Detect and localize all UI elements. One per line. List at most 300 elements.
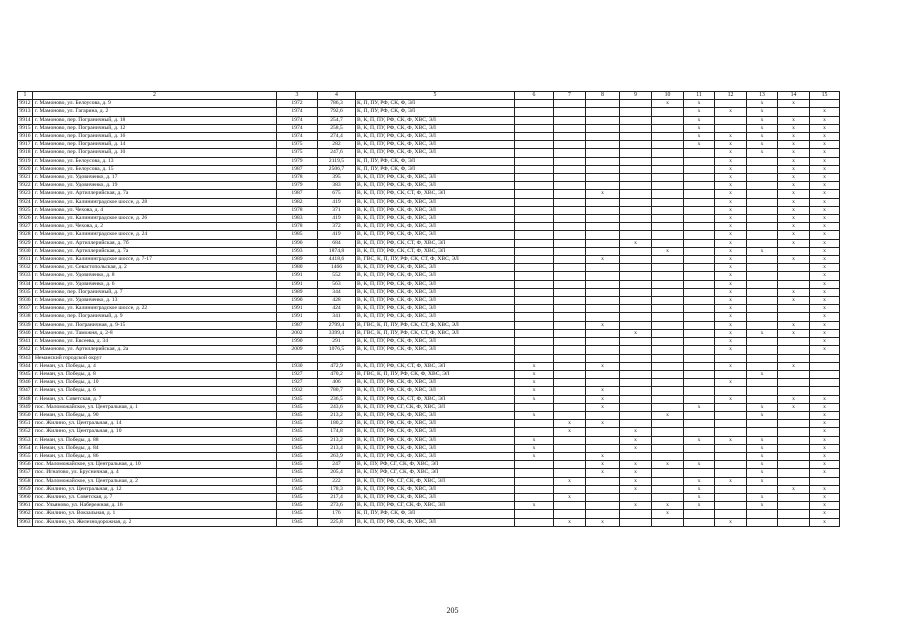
table-row <box>18 141 840 149</box>
mark-cell-col-9 <box>620 403 652 411</box>
mark-cell-col-14: х <box>778 395 810 403</box>
mark-cell-col-14: х <box>778 256 810 264</box>
mark-cell-col-15: х <box>810 215 840 223</box>
table-row <box>18 215 840 223</box>
systems-cell: В, К, ПУ, РФ, СГ, СК, Ф, ХВС, ЭЛ <box>356 469 515 477</box>
mark-cell-col-8 <box>586 493 620 501</box>
year-cell: 1945 <box>277 493 318 501</box>
address-cell: г. Мамоново, пер. Пограничный, д. 14 <box>33 141 277 149</box>
mark-cell-col-11 <box>684 346 715 354</box>
mark-cell-col-13 <box>747 215 778 223</box>
year-cell: 1987 <box>277 165 318 173</box>
row-number: 9926 <box>19 215 31 222</box>
mark-cell-col-15: х <box>810 469 840 477</box>
year-cell: 1987 <box>277 321 318 329</box>
table-row <box>18 182 840 190</box>
row-number: 9943 <box>19 354 31 361</box>
mark-cell-col-14: х <box>778 239 810 247</box>
mark-cell-col-11 <box>684 428 715 436</box>
area-cell: 282 <box>318 141 356 149</box>
mark-cell-col-10 <box>652 223 684 231</box>
systems-cell: В, К, П, ПУ, РФ, СК, Ф, ХВС, ЭЛ <box>356 436 515 444</box>
mark-cell-col-8 <box>586 428 620 436</box>
mark-cell-col-13 <box>747 518 778 526</box>
mark-cell-col-15: х <box>810 428 840 436</box>
mark-cell-col-9: х <box>620 461 652 469</box>
mark-cell-col-8: х <box>586 461 620 469</box>
systems-cell: В, ГВС, К, П, ПУ, РФ, СК, СТ, Ф, ХВС, ЭЛ <box>356 256 515 264</box>
mark-cell-col-13: х <box>747 108 778 116</box>
mark-cell-col-11 <box>684 379 715 387</box>
mark-cell-col-10 <box>652 165 684 173</box>
mark-cell-col-15: х <box>810 420 840 428</box>
table-row <box>18 305 840 313</box>
housing-register-table <box>17 91 840 527</box>
mark-cell-col-13 <box>747 510 778 518</box>
mark-cell-col-12: х <box>715 272 747 280</box>
mark-cell-col-8: х <box>586 190 620 198</box>
mark-cell-col-12 <box>715 420 747 428</box>
mark-cell-col-7 <box>554 215 586 223</box>
address-cell: г. Мамоново, ул. Таможня, д. 2-8 <box>33 329 277 337</box>
address-cell: г. Мамоново, ул. Удовиченко, д. 17 <box>33 174 277 182</box>
table-row <box>18 411 840 419</box>
mark-cell-col-11 <box>684 182 715 190</box>
row-number: 9944 <box>19 362 31 369</box>
mark-cell-col-6 <box>515 182 554 190</box>
mark-cell-col-10 <box>652 362 684 370</box>
mark-cell-col-6 <box>515 403 554 411</box>
mark-cell-col-9: х <box>620 485 652 493</box>
year-cell: 1945 <box>277 452 318 460</box>
systems-cell: В, К, П, ПУ, РФ, СК, Ф, ХВС, ЭЛ <box>356 133 515 141</box>
mark-cell-col-8 <box>586 223 620 231</box>
address-cell: г. Мамоново, ул. Калининградское шоссе, д. 26 <box>33 215 277 223</box>
mark-cell-col-15: х <box>810 256 840 264</box>
mark-cell-col-11: х <box>684 133 715 141</box>
address-cell: Неманский городской округ <box>33 354 277 362</box>
mark-cell-col-6 <box>515 215 554 223</box>
mark-cell-col-6 <box>515 231 554 239</box>
mark-cell-col-13 <box>747 354 778 362</box>
column-header: 4 <box>318 92 356 100</box>
row-number: 9932 <box>19 264 31 271</box>
mark-cell-col-6 <box>515 141 554 149</box>
mark-cell-col-7 <box>554 231 586 239</box>
mark-cell-col-15: х <box>810 411 840 419</box>
area-cell: 247,6 <box>318 149 356 157</box>
systems-cell: В, К, П, ПУ, РФ, СК, Ф, ХВС, ЭЛ <box>356 174 515 182</box>
systems-cell: В, К, П, ПУ, РФ, СК, Ф, ХВС, ЭЛ <box>356 452 515 460</box>
area-cell: 2506,7 <box>318 165 356 173</box>
mark-cell-col-10 <box>652 346 684 354</box>
mark-cell-col-8: х <box>586 321 620 329</box>
year-cell: 1945 <box>277 411 318 419</box>
row-number: 9913 <box>19 108 31 115</box>
systems-cell: К, П, ПУ, РФ, СК, Ф, ЭЛ <box>356 165 515 173</box>
mark-cell-col-9: х <box>620 444 652 452</box>
mark-cell-col-7 <box>554 272 586 280</box>
year-cell: 1974 <box>277 133 318 141</box>
mark-cell-col-15: х <box>810 329 840 337</box>
mark-cell-col-8 <box>586 477 620 485</box>
mark-cell-col-11 <box>684 411 715 419</box>
table-row <box>18 354 840 362</box>
mark-cell-col-8 <box>586 247 620 255</box>
table-row <box>18 313 840 321</box>
column-header: 11 <box>684 92 715 100</box>
mark-cell-col-7: х <box>554 477 586 485</box>
mark-cell-col-11 <box>684 206 715 214</box>
mark-cell-col-13 <box>747 346 778 354</box>
mark-cell-col-10: х <box>652 100 684 108</box>
mark-cell-col-9 <box>620 190 652 198</box>
mark-cell-col-14 <box>778 493 810 501</box>
mark-cell-col-10 <box>652 215 684 223</box>
mark-cell-col-14 <box>778 354 810 362</box>
mark-cell-col-9 <box>620 223 652 231</box>
address-cell: пос. Жилино, ул. Центральная, д. 14 <box>33 420 277 428</box>
mark-cell-col-10 <box>652 297 684 305</box>
row-number: 9959 <box>19 485 31 492</box>
mark-cell-col-15: х <box>810 165 840 173</box>
year-cell: 1978 <box>277 174 318 182</box>
mark-cell-col-11: х <box>684 124 715 132</box>
mark-cell-col-10 <box>652 518 684 526</box>
row-number: 9963 <box>19 518 31 525</box>
mark-cell-col-8: х <box>586 420 620 428</box>
mark-cell-col-11: х <box>684 436 715 444</box>
row-number: 9936 <box>19 297 31 304</box>
mark-cell-col-15: х <box>810 288 840 296</box>
row-number: 9929 <box>19 239 31 246</box>
mark-cell-col-10 <box>652 313 684 321</box>
mark-cell-col-11: х <box>684 141 715 149</box>
mark-cell-col-12: х <box>715 436 747 444</box>
mark-cell-col-14: х <box>778 362 810 370</box>
table-row <box>18 444 840 452</box>
year-cell: 1987 <box>277 190 318 198</box>
mark-cell-col-13: х <box>747 403 778 411</box>
year-cell: 1927 <box>277 370 318 378</box>
mark-cell-col-8: х <box>586 518 620 526</box>
mark-cell-col-7 <box>554 206 586 214</box>
mark-cell-col-11 <box>684 174 715 182</box>
mark-cell-col-6: х <box>515 370 554 378</box>
table-row <box>18 502 840 510</box>
systems-cell: В, К, П, ПУ, РФ, СК, СТ, Ф, ХВС, ЭЛ <box>356 362 515 370</box>
address-cell: пос. Маломожайское, ул. Центральная, д. 1 <box>33 403 277 411</box>
systems-cell: В, К, П, ПУ, РФ, СК, Ф, ХВС, ЭЛ <box>356 206 515 214</box>
mark-cell-col-9 <box>620 297 652 305</box>
row-number: 9956 <box>19 461 31 468</box>
mark-cell-col-9 <box>620 379 652 387</box>
year-cell <box>277 354 318 362</box>
address-cell: г. Мамоново, ул. Чехова, д. 2 <box>33 223 277 231</box>
mark-cell-col-7: х <box>554 420 586 428</box>
mark-cell-col-11 <box>684 223 715 231</box>
mark-cell-col-12 <box>715 387 747 395</box>
year-cell: 1975 <box>277 149 318 157</box>
mark-cell-col-12: х <box>715 198 747 206</box>
mark-cell-col-12: х <box>715 313 747 321</box>
year-cell: 1991 <box>277 305 318 313</box>
address-cell: г. Мамоново, ул. Калининградское шоссе, д. 22 <box>33 305 277 313</box>
area-cell: 236,5 <box>318 395 356 403</box>
mark-cell-col-11 <box>684 272 715 280</box>
row-number: 9919 <box>19 157 31 164</box>
mark-cell-col-14 <box>778 387 810 395</box>
mark-cell-col-13 <box>747 198 778 206</box>
mark-cell-col-10 <box>652 305 684 313</box>
mark-cell-col-14: х <box>778 329 810 337</box>
mark-cell-col-12 <box>715 116 747 124</box>
mark-cell-col-13 <box>747 182 778 190</box>
systems-cell: В, К, П, ПУ, РФ, СК, СТ, Ф, ХВС, ЭЛ <box>356 239 515 247</box>
mark-cell-col-15: х <box>810 346 840 354</box>
mark-cell-col-13 <box>747 338 778 346</box>
mark-cell-col-14: х <box>778 288 810 296</box>
row-number: 9960 <box>19 493 31 500</box>
mark-cell-col-12: х <box>715 141 747 149</box>
mark-cell-col-11 <box>684 420 715 428</box>
table-row <box>18 510 840 518</box>
year-cell: 1945 <box>277 502 318 510</box>
address-cell: пос. Жилино, ул. Советская, д. 7 <box>33 493 277 501</box>
row-number: 9950 <box>19 411 31 418</box>
mark-cell-col-12: х <box>715 338 747 346</box>
mark-cell-col-9 <box>620 116 652 124</box>
mark-cell-col-8 <box>586 297 620 305</box>
mark-cell-col-8 <box>586 280 620 288</box>
year-cell: 1945 <box>277 485 318 493</box>
systems-cell: В, К, П, ПУ, РФ, СГ, СК, Ф, ХВС, ЭЛ <box>356 403 515 411</box>
mark-cell-col-13: х <box>747 133 778 141</box>
table-row <box>18 108 840 116</box>
mark-cell-col-14 <box>778 313 810 321</box>
mark-cell-col-12 <box>715 354 747 362</box>
mark-cell-col-12 <box>715 452 747 460</box>
row-number: 9930 <box>19 247 31 254</box>
address-cell: пос. Жилино, ул. Вокзальная, д. 1 <box>33 510 277 518</box>
mark-cell-col-9 <box>620 247 652 255</box>
mark-cell-col-8 <box>586 264 620 272</box>
systems-cell: В, К, П, ПУ, РФ, СК, Ф, ХВС, ЭЛ <box>356 485 515 493</box>
mark-cell-col-15 <box>810 387 840 395</box>
area-cell: 344 <box>318 288 356 296</box>
row-number: 9935 <box>19 288 31 295</box>
mark-cell-col-8 <box>586 149 620 157</box>
mark-cell-col-14: х <box>778 403 810 411</box>
address-cell: пос. Жилино, ул. Центральная, д. 12 <box>33 485 277 493</box>
mark-cell-col-6 <box>515 124 554 132</box>
mark-cell-col-9 <box>620 157 652 165</box>
mark-cell-col-7 <box>554 256 586 264</box>
mark-cell-col-11: х <box>684 493 715 501</box>
mark-cell-col-15: х <box>810 149 840 157</box>
address-cell: г. Неман, ул. Победы, д. 86 <box>33 452 277 460</box>
table-row <box>18 247 840 255</box>
area-cell <box>318 354 356 362</box>
area-cell: 247 <box>318 461 356 469</box>
mark-cell-col-15: х <box>810 272 840 280</box>
area-cell: 217,4 <box>318 493 356 501</box>
mark-cell-col-14: х <box>778 157 810 165</box>
mark-cell-col-6 <box>515 338 554 346</box>
mark-cell-col-9 <box>620 149 652 157</box>
mark-cell-col-7: х <box>554 428 586 436</box>
systems-cell: В, К, П, ПУ, РФ, СК, Ф, ХВС, ЭЛ <box>356 518 515 526</box>
row-number: 9955 <box>19 452 31 459</box>
table-row <box>18 387 840 395</box>
year-cell: 1978 <box>277 223 318 231</box>
mark-cell-col-7 <box>554 444 586 452</box>
mark-cell-col-7 <box>554 165 586 173</box>
mark-cell-col-10 <box>652 190 684 198</box>
address-cell: г. Мамоново, ул. Артиллерийская, д. 7а <box>33 190 277 198</box>
mark-cell-col-8 <box>586 436 620 444</box>
mark-cell-col-14: х <box>778 198 810 206</box>
mark-cell-col-9 <box>620 395 652 403</box>
mark-cell-col-14 <box>778 280 810 288</box>
address-cell: г. Неман, ул. Советская, д. 7 <box>33 395 277 403</box>
area-cell: 1466 <box>318 264 356 272</box>
address-cell: г. Мамоново, ул. Чехова, д. 4 <box>33 206 277 214</box>
mark-cell-col-13: х <box>747 444 778 452</box>
address-cell: г. Мамоново, ул. Гагарина, д. 2 <box>33 108 277 116</box>
area-cell: 273,6 <box>318 502 356 510</box>
mark-cell-col-6 <box>515 469 554 477</box>
mark-cell-col-15: х <box>810 108 840 116</box>
systems-cell: В, ГВС, К, П, ПУ, РФ, СК, СТ, Ф, ХВС, ЭЛ <box>356 321 515 329</box>
row-number: 9954 <box>19 444 31 451</box>
address-cell: г. Мамоново, ул. Пограничная, д. 9-15 <box>33 321 277 329</box>
mark-cell-col-10 <box>652 116 684 124</box>
mark-cell-col-6 <box>515 223 554 231</box>
column-header: 6 <box>515 92 554 100</box>
mark-cell-col-9 <box>620 264 652 272</box>
column-header: 1 <box>18 92 33 100</box>
mark-cell-col-7 <box>554 157 586 165</box>
mark-cell-col-15: х <box>810 518 840 526</box>
mark-cell-col-12: х <box>715 297 747 305</box>
mark-cell-col-8 <box>586 379 620 387</box>
area-cell: 176 <box>318 510 356 518</box>
year-cell: 1980 <box>277 264 318 272</box>
area-cell: 341 <box>318 313 356 321</box>
systems-cell: В, К, П, ПУ, РФ, СК, Ф, ХВС, ЭЛ <box>356 428 515 436</box>
mark-cell-col-15: х <box>810 395 840 403</box>
mark-cell-col-9 <box>620 518 652 526</box>
mark-cell-col-7 <box>554 379 586 387</box>
mark-cell-col-14: х <box>778 141 810 149</box>
mark-cell-col-14 <box>778 108 810 116</box>
mark-cell-col-8 <box>586 346 620 354</box>
column-header: 12 <box>715 92 747 100</box>
mark-cell-col-11 <box>684 305 715 313</box>
mark-cell-col-7 <box>554 354 586 362</box>
systems-cell: В, К, П, ПУ, РФ, СГ, СК, Ф, ХВС, ЭЛ <box>356 502 515 510</box>
mark-cell-col-12: х <box>715 247 747 255</box>
table-row <box>18 198 840 206</box>
address-cell: г. Мамоново, ул. Удовиченко, д. 13 <box>33 297 277 305</box>
mark-cell-col-14 <box>778 510 810 518</box>
area-cell: 178,3 <box>318 485 356 493</box>
mark-cell-col-9 <box>620 231 652 239</box>
year-cell: 1945 <box>277 461 318 469</box>
area-cell: 222 <box>318 477 356 485</box>
systems-cell: В, К, П, ПУ, РФ, СК, Ф, ХВС, ЭЛ <box>356 272 515 280</box>
mark-cell-col-11 <box>684 321 715 329</box>
row-number: 9961 <box>19 502 31 509</box>
mark-cell-col-14 <box>778 469 810 477</box>
area-cell: 470,2 <box>318 370 356 378</box>
mark-cell-col-13 <box>747 206 778 214</box>
year-cell: 1982 <box>277 198 318 206</box>
mark-cell-col-10 <box>652 182 684 190</box>
mark-cell-col-7 <box>554 108 586 116</box>
mark-cell-col-8 <box>586 174 620 182</box>
mark-cell-col-9 <box>620 305 652 313</box>
mark-cell-col-6: х <box>515 387 554 395</box>
mark-cell-col-6 <box>515 297 554 305</box>
systems-cell: В, К, П, ПУ, РФ, СК, Ф, ХВС, ЭЛ <box>356 338 515 346</box>
mark-cell-col-10 <box>652 436 684 444</box>
mark-cell-col-10 <box>652 174 684 182</box>
systems-cell: К, П, ПУ, РФ, СК, Ф, ЭЛ <box>356 100 515 108</box>
mark-cell-col-8 <box>586 313 620 321</box>
mark-cell-col-7 <box>554 370 586 378</box>
mark-cell-col-14 <box>778 518 810 526</box>
systems-cell: В, К, П, ПУ, РФ, СК, Ф, ХВС, ЭЛ <box>356 223 515 231</box>
column-header: 8 <box>586 92 620 100</box>
address-cell: г. Мамоново, ул. Белоусова, д. 13 <box>33 157 277 165</box>
area-cell: 213,2 <box>318 436 356 444</box>
mark-cell-col-11 <box>684 280 715 288</box>
year-cell: 1991 <box>277 280 318 288</box>
mark-cell-col-11: х <box>684 477 715 485</box>
mark-cell-col-8: х <box>586 403 620 411</box>
address-cell: г. Мамоново, ул. Калининградское шоссе, д. 28 <box>33 198 277 206</box>
mark-cell-col-10 <box>652 370 684 378</box>
mark-cell-col-12: х <box>715 264 747 272</box>
year-cell: 1990 <box>277 338 318 346</box>
mark-cell-col-14 <box>778 461 810 469</box>
area-cell: 395 <box>318 174 356 182</box>
year-cell: 1945 <box>277 428 318 436</box>
mark-cell-col-13 <box>747 395 778 403</box>
mark-cell-col-7 <box>554 264 586 272</box>
area-cell: 180,2 <box>318 420 356 428</box>
table-row <box>18 174 840 182</box>
area-cell: 291 <box>318 338 356 346</box>
year-cell: 1975 <box>277 141 318 149</box>
mark-cell-col-10 <box>652 379 684 387</box>
systems-cell: В, К, П, ПУ, РФ, СК, Ф, ХВС, ЭЛ <box>356 288 515 296</box>
mark-cell-col-6 <box>515 256 554 264</box>
table-row <box>18 362 840 370</box>
year-cell: 1945 <box>277 477 318 485</box>
address-cell: пос. Маломожайское, ул. Центральная, д. 2 <box>33 477 277 485</box>
mark-cell-col-12: х <box>715 379 747 387</box>
address-cell: пос. Жилино, ул. Центральная, д. 10 <box>33 428 277 436</box>
mark-cell-col-14: х <box>778 174 810 182</box>
mark-cell-col-6 <box>515 518 554 526</box>
mark-cell-col-15: х <box>810 124 840 132</box>
mark-cell-col-10: х <box>652 510 684 518</box>
mark-cell-col-9 <box>620 280 652 288</box>
column-header: 9 <box>620 92 652 100</box>
